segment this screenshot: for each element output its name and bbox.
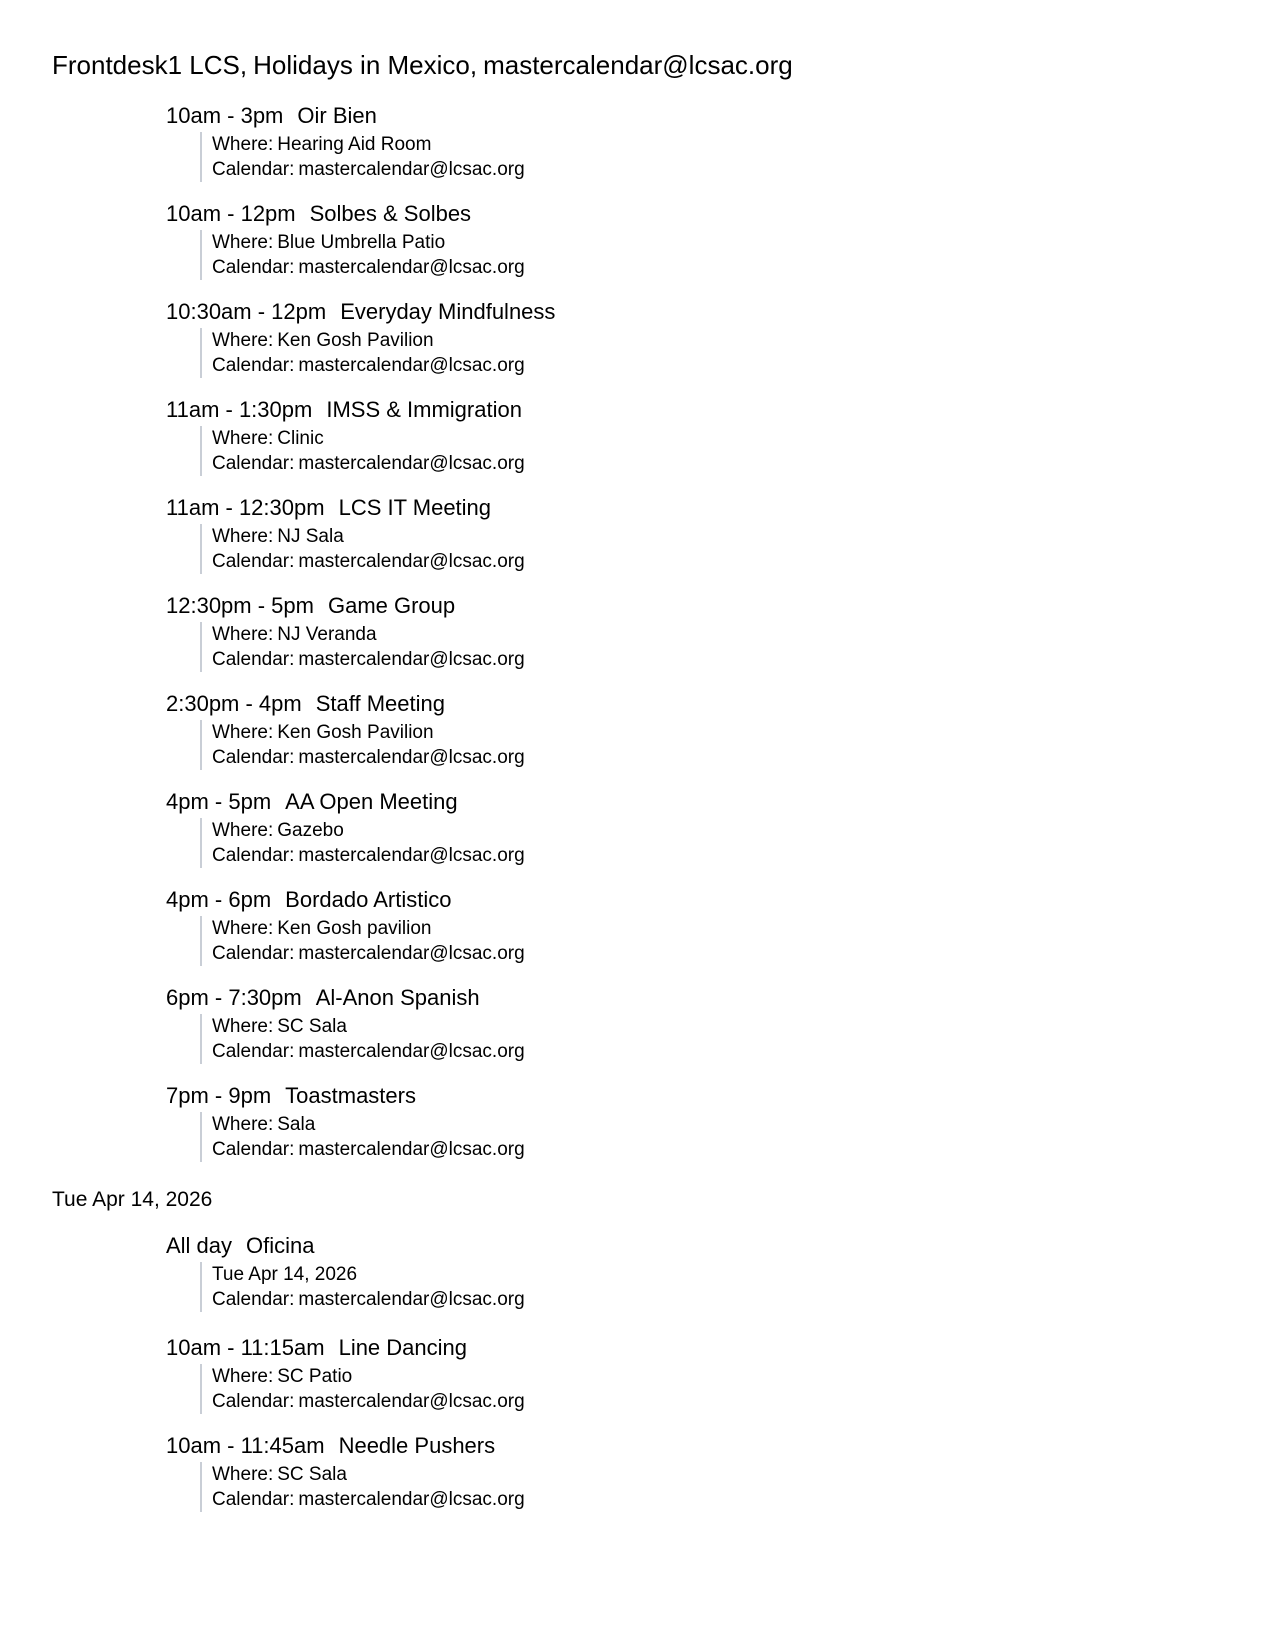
calendar-label: Calendar: [212,159,295,180]
event-date-row: Tue Apr 14, 2026 [212,1264,358,1285]
event-title-line [166,1082,866,1110]
event-calendar: mastercalendar@lcsac.org [298,747,525,768]
event-where: Hearing Aid Room [277,134,432,155]
event-item[interactable] [166,1334,866,1414]
event-title: Needle Pushers [338,1433,496,1458]
event-title: Line Dancing [338,1335,468,1360]
event-title-line [166,494,866,522]
where-label: Where: [212,428,274,449]
event-time: All day [166,1233,233,1258]
event-item[interactable] [166,200,866,280]
event-details [200,132,866,182]
calendar-label: Calendar: [212,551,295,572]
where-label: Where: [212,1366,274,1387]
event-details [200,426,866,476]
calendar-name: Frontdesk1 LCS [52,50,240,80]
separator: , [239,50,248,80]
event-item[interactable] [166,1432,866,1512]
event-calendar-row [212,941,866,966]
event-calendar: mastercalendar@lcsac.org [298,649,525,670]
event-title-line [166,200,866,228]
event-calendar-row [212,353,866,378]
event-title: LCS IT Meeting [338,495,492,520]
event-details [200,524,866,574]
event-time: 10am - 11:45am [166,1433,325,1458]
event-details [200,230,866,280]
event-title-line [166,1232,866,1260]
event-where-row [212,622,866,647]
calendar-label: Calendar: [212,1489,295,1510]
event-details [200,1462,866,1512]
event-where: SC Sala [277,1016,347,1037]
event-time: 10am - 3pm [166,103,284,128]
event-calendar: mastercalendar@lcsac.org [298,943,525,964]
event-title: Al-Anon Spanish [315,985,480,1010]
event-item[interactable] [166,984,866,1064]
event-calendar: mastercalendar@lcsac.org [298,355,525,376]
event-title-line [166,396,866,424]
event-calendar: mastercalendar@lcsac.org [298,453,525,474]
event-title: Bordado Artistico [285,887,452,912]
calendar-label: Calendar: [212,649,295,670]
event-details [200,1014,866,1064]
event-title: Solbes & Solbes [309,201,472,226]
event-time: 6pm - 7:30pm [166,985,302,1010]
event-calendar: mastercalendar@lcsac.org [298,1041,525,1062]
where-label: Where: [212,918,274,939]
where-label: Where: [212,1464,274,1485]
event-item[interactable] [166,494,866,574]
event-item[interactable] [166,592,866,672]
event-calendar: mastercalendar@lcsac.org [298,1391,525,1412]
event-title: Everyday Mindfulness [340,299,556,324]
event-where: Ken Gosh pavilion [277,918,432,939]
calendar-label: Calendar: [212,1391,295,1412]
event-where: Clinic [277,428,324,449]
event-where-row [212,916,866,941]
event-where: Sala [277,1114,316,1135]
event-details [200,328,866,378]
calendar-label: Calendar: [212,1289,295,1310]
event-where: Blue Umbrella Patio [277,232,446,253]
event-where-row [212,524,866,549]
event-where-row [212,426,866,451]
event-details [200,1112,866,1162]
where-label: Where: [212,722,274,743]
calendar-label: Calendar: [212,453,295,474]
where-label: Where: [212,526,274,547]
calendar-label: Calendar: [212,1139,295,1160]
event-time: 7pm - 9pm [166,1083,272,1108]
event-item[interactable] [166,1232,866,1312]
event-where-row [212,818,866,843]
event-title-line [166,1334,866,1362]
where-label: Where: [212,1114,274,1135]
event-where-row [212,1364,866,1389]
event-item[interactable] [166,298,866,378]
event-calendar: mastercalendar@lcsac.org [298,845,525,866]
event-where: SC Patio [277,1366,353,1387]
event-calendar: mastercalendar@lcsac.org [298,1139,525,1160]
calendar-label: Calendar: [212,845,295,866]
where-label: Where: [212,820,274,841]
event-details [200,622,866,672]
event-calendar: mastercalendar@lcsac.org [298,257,525,278]
event-calendar-row [212,255,866,280]
where-label: Where: [212,232,274,253]
event-item[interactable] [166,102,866,182]
day-heading: Tue Apr 14, 2026 [52,1188,213,1211]
event-calendar: mastercalendar@lcsac.org [298,1289,525,1310]
event-title: AA Open Meeting [285,789,458,814]
calendar-name: Holidays in Mexico [253,50,470,80]
calendar-label: Calendar: [212,747,295,768]
where-label: Where: [212,624,274,645]
event-where-row [212,720,866,745]
event-time: 11am - 1:30pm [166,397,313,422]
event-calendar-row [212,647,866,672]
event-title: Oficina [246,1233,315,1258]
event-time: 11am - 12:30pm [166,495,325,520]
event-where-row [212,1014,866,1039]
event-calendar-row [212,451,866,476]
event-time: 4pm - 6pm [166,887,272,912]
event-where-row [212,1462,866,1487]
event-calendar-row [212,843,866,868]
event-title-line [166,102,866,130]
event-where-row [212,132,866,157]
event-where: Ken Gosh Pavilion [277,722,434,743]
event-time: 12:30pm - 5pm [166,593,314,618]
event-item[interactable] [166,396,866,476]
event-time: 2:30pm - 4pm [166,691,302,716]
event-title-line [166,690,866,718]
where-label: Where: [212,134,274,155]
event-details [200,916,866,966]
event-where: NJ Veranda [277,624,377,645]
event-calendar: mastercalendar@lcsac.org [298,1489,525,1510]
event-title-line [166,984,866,1012]
event-title: Toastmasters [285,1083,416,1108]
event-title-line [166,1432,866,1460]
calendar-label: Calendar: [212,1041,295,1062]
event-details [200,818,866,868]
event-details [200,720,866,770]
event-where: SC Sala [277,1464,347,1485]
event-title: IMSS & Immigration [326,397,522,422]
calendar-name: mastercalendar@lcsac.org [483,50,793,80]
calendar-label: Calendar: [212,257,295,278]
event-time: 4pm - 5pm [166,789,272,814]
calendar-label: Calendar: [212,355,295,376]
event-title-line [166,592,866,620]
event-calendar-row [212,157,866,182]
event-where: Ken Gosh Pavilion [277,330,434,351]
event-calendar: mastercalendar@lcsac.org [298,551,525,572]
event-where-row [212,230,866,255]
event-time: 10am - 11:15am [166,1335,325,1360]
where-label: Where: [212,330,274,351]
event-calendar-row [212,1487,866,1512]
event-item[interactable] [166,788,866,868]
event-where-row [212,328,866,353]
event-calendar-row [212,1039,866,1064]
event-time: 10:30am - 12pm [166,299,327,324]
event-item[interactable] [166,886,866,966]
event-where: Gazebo [277,820,344,841]
where-label: Where: [212,1016,274,1037]
event-time: 10am - 12pm [166,201,296,226]
event-item[interactable] [166,690,866,770]
event-calendar-row [212,549,866,574]
event-item[interactable] [166,1082,866,1162]
event-title-line [166,298,866,326]
calendar-label: Calendar: [212,943,295,964]
event-title-line [166,886,866,914]
event-where-row [212,1112,866,1137]
event-title-line [166,788,866,816]
event-calendar-row [212,1287,866,1312]
event-title: Game Group [327,593,456,618]
event-calendar: mastercalendar@lcsac.org [298,159,525,180]
separator: , [469,50,478,80]
event-details [200,1364,866,1414]
event-title: Staff Meeting [315,691,445,716]
calendar-list-header [52,48,793,82]
event-calendar-row [212,745,866,770]
event-where: NJ Sala [277,526,344,547]
event-calendar-row [212,1389,866,1414]
event-title: Oir Bien [297,103,377,128]
event-calendar-row [212,1137,866,1162]
event-details [200,1262,866,1312]
